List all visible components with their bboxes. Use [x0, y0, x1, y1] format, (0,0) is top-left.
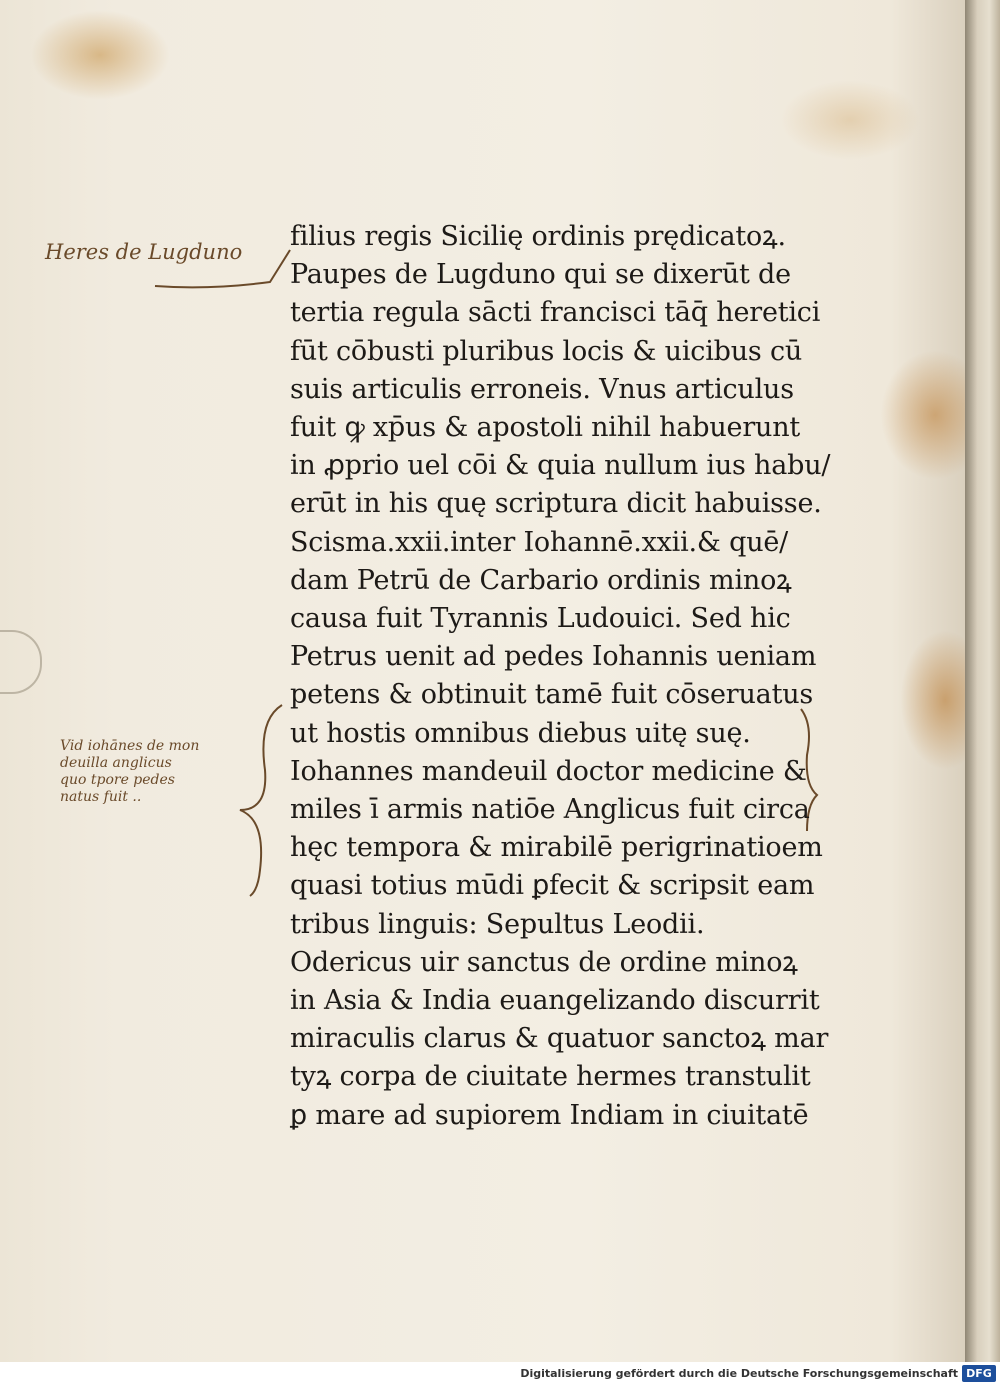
text-line: erūt in his quę scriptura dicit habuisse. — [290, 488, 822, 520]
book-gutter — [965, 0, 1000, 1362]
water-stain — [780, 80, 920, 160]
footer-bar — [0, 1362, 1000, 1386]
printed-text-block — [290, 218, 831, 1135]
text-line: filius regis Sicilię ordinis prędicatoꝝ. — [290, 221, 786, 252]
text-line: Paupes de Lugduno qui se dixerūt de — [290, 259, 791, 291]
text-line: Scisma.xxii.inter Iohannē.xxii.& quē/ — [290, 526, 789, 558]
marginal-note-mid — [60, 738, 199, 806]
text-line: dam Petrū de Carbario ordinis minoꝝ — [290, 564, 792, 596]
text-line: miles ī armis natiōe Anglicus fuit circa — [290, 794, 810, 826]
marginal-note-top: Heres de Lugduno — [45, 240, 243, 264]
water-stain — [30, 10, 170, 100]
text-line: fuit ꝙ xp̄us & apostoli nihil habuerunt — [290, 412, 801, 444]
marginal-note-line: natus fuit .. — [60, 789, 142, 805]
marginal-note-line: Vid iohānes de mon — [60, 738, 200, 754]
funding-credit: Digitalisierung gefördert durch die Deutsche Forschungsgemeinschaft — [520, 1367, 958, 1380]
text-line: in ꝓprio uel cōi & quia nullum ius habu/ — [290, 450, 831, 482]
text-line: Odericus uir sanctus de ordine minoꝝ — [290, 946, 798, 978]
marginal-bracket-left — [220, 700, 290, 900]
page-tab-outline — [0, 630, 42, 694]
text-line: fūt cōbusti pluribus locis & uicibus cū — [290, 335, 803, 367]
text-line: hęc tempora & mirabilē perigrinatioem — [290, 832, 823, 864]
text-line: causa fuit Tyrannis Ludouici. Sed hic — [290, 603, 791, 635]
text-line: ut hostis omnibus diebus uitę suę. — [290, 717, 751, 749]
text-line: quasi totius mūdi ꝑfecit & scripsit eam — [290, 870, 815, 902]
marginal-note-line: quo tpore pedes — [60, 772, 175, 788]
text-line: tribus linguis: Sepultus Leodii. — [290, 908, 705, 940]
text-line: in Asia & India euangelizando discurrit — [290, 985, 820, 1017]
text-line: Iohannes mandeuil doctor medicine & — [290, 755, 807, 787]
text-line: ꝑ mare ad supiorem Indiam in ciuitatē — [290, 1099, 809, 1131]
text-line: tertia regula sācti francisci tāq̄ heretici — [290, 297, 821, 329]
text-line: miraculis clarus & quatuor sanctoꝝ mar — [290, 1023, 829, 1055]
dfg-logo: DFG — [962, 1365, 996, 1382]
text-line: petens & obtinuit tamē fuit cōseruatus — [290, 679, 814, 711]
text-line: tyꝝ corpa de ciuitate hermes transtulit — [290, 1061, 811, 1093]
text-line: suis articulis erroneis. Vnus articulus — [290, 373, 794, 405]
text-line: Petrus uenit ad pedes Iohannis ueniam — [290, 641, 817, 673]
marginal-underline-stroke — [150, 244, 295, 294]
marginal-note-line: deuilla anglicus — [60, 755, 172, 771]
